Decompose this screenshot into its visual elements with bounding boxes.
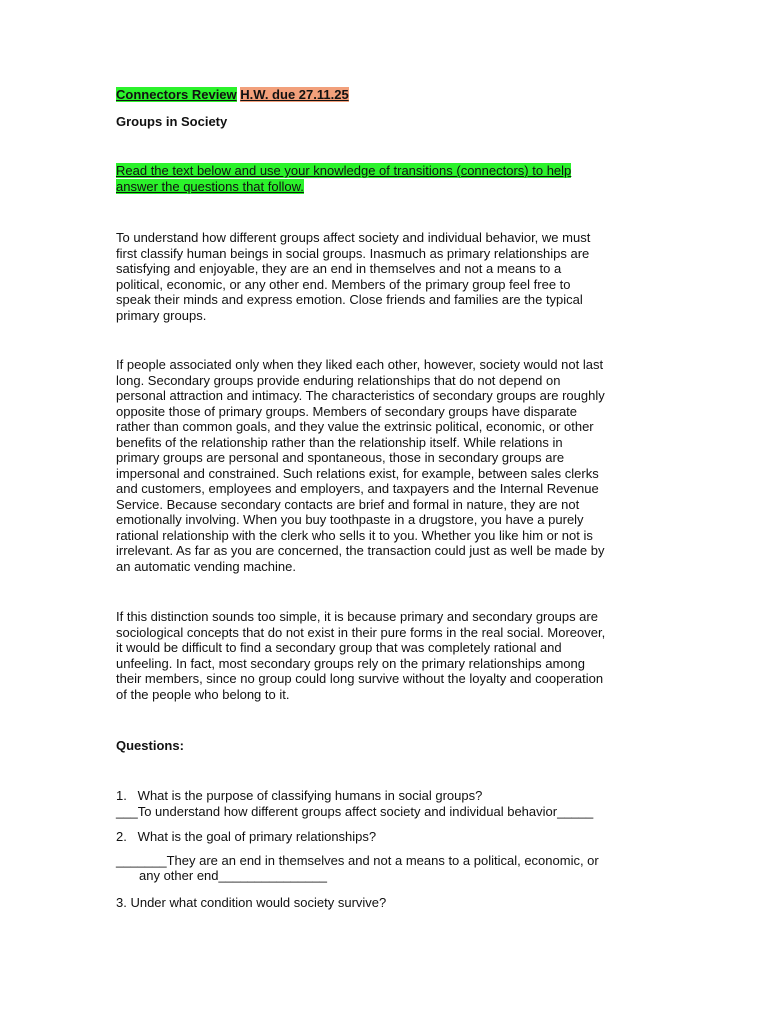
text-line: To understand how different groups affect society and individual behavior, we must [116, 230, 591, 245]
instruction-line: Read the text below and use your knowledge of transitions (connectors) to help [116, 163, 572, 178]
text-line: political, economic, or any other end. Members of the primary group feel free to [116, 276, 571, 292]
header-title: Connectors Review [116, 87, 237, 102]
text-line: unfeeling. In fact, most secondary groups rely on the primary relationships among [116, 655, 585, 671]
text-line: Service. Because secondary contacts are brief and formal in nature, they are not [116, 496, 580, 512]
instruction-text [116, 163, 656, 194]
text-line: speak their minds and express emotion. Close friends and families are the typical [116, 292, 583, 307]
questions-heading: Questions: [116, 738, 184, 753]
text-line: primary groups. [116, 307, 207, 323]
assignment-header [116, 86, 656, 103]
text-line: first classify human beings in social groups. Inasmuch as primary relationships are [116, 245, 590, 261]
text-line: their members, since no group could long survive without the loyalty and cooperation [116, 671, 604, 686]
text-line: rather than common goals, and they value the extrinsic political, economic, or other [116, 419, 594, 434]
text-line: emotionally involving. When you buy toothpaste in a drugstore, you have a purely [116, 512, 584, 527]
text-line: long. Secondary groups provide enduring relationships that do not depend on [116, 372, 561, 388]
answer-line: _______They are an end in themselves and not a means to a political, economic, or [116, 852, 599, 868]
answer-line: any other end_______________ [139, 868, 327, 883]
text-line: sociological concepts that do not exist in their pure forms in the real social. Moreover, [116, 624, 606, 640]
text-line: an automatic vending machine. [116, 558, 296, 574]
text-line: and customers, employees and employers, and taxpayers and the Internal Revenue [116, 481, 599, 496]
text-line: primary groups are personal and spontaneous, those in secondary groups are [116, 450, 565, 465]
answer-text: ___To understand how different groups affect society and individual behavior_____ [116, 803, 594, 819]
text-line: impersonal and constrained. Such relations exist, for example, between sales clerks [116, 465, 599, 481]
question-text: 2. What is the goal of primary relationships? [116, 829, 377, 844]
text-line: rational relationship with the clerk who sells it to you. Whether you like him or not is [116, 527, 593, 543]
document-subtitle: Groups in Society [116, 114, 228, 129]
instruction-line: answer the questions that follow. [116, 178, 304, 194]
paragraph-2 [116, 357, 656, 574]
text-line: of the people who belong to it. [116, 686, 290, 702]
answer-text [116, 853, 656, 884]
text-line: personal attraction and intimacy. The characteristics of secondary groups are roughly [116, 388, 605, 403]
question-text: 3. Under what condition would society survive? [116, 894, 387, 910]
document-page [116, 86, 656, 910]
question-1 [116, 788, 656, 819]
header-due-date: H.W. due 27.11.25 [240, 87, 349, 102]
text-line: benefits of the relationship rather than the relationship itself. While relations in [116, 434, 563, 450]
question-3 [116, 895, 656, 911]
question-text: 1. What is the purpose of classifying humans in social groups? [116, 788, 483, 803]
question-2 [116, 829, 656, 884]
text-line: satisfying and enjoyable, they are an end in themselves and not a means to a [116, 261, 562, 276]
paragraph-1 [116, 230, 656, 323]
text-line: opposite those of primary groups. Members of secondary groups have disparate [116, 403, 578, 419]
text-line: If this distinction sounds too simple, it is because primary and secondary groups are [116, 609, 598, 624]
paragraph-3 [116, 609, 656, 702]
text-line: it would be difficult to find a secondary group that was completely rational and [116, 640, 562, 655]
text-line: If people associated only when they liked each other, however, society would not last [116, 357, 604, 372]
text-line: irrelevant. As far as you are concerned, the transaction could just as well be made by [116, 543, 605, 558]
